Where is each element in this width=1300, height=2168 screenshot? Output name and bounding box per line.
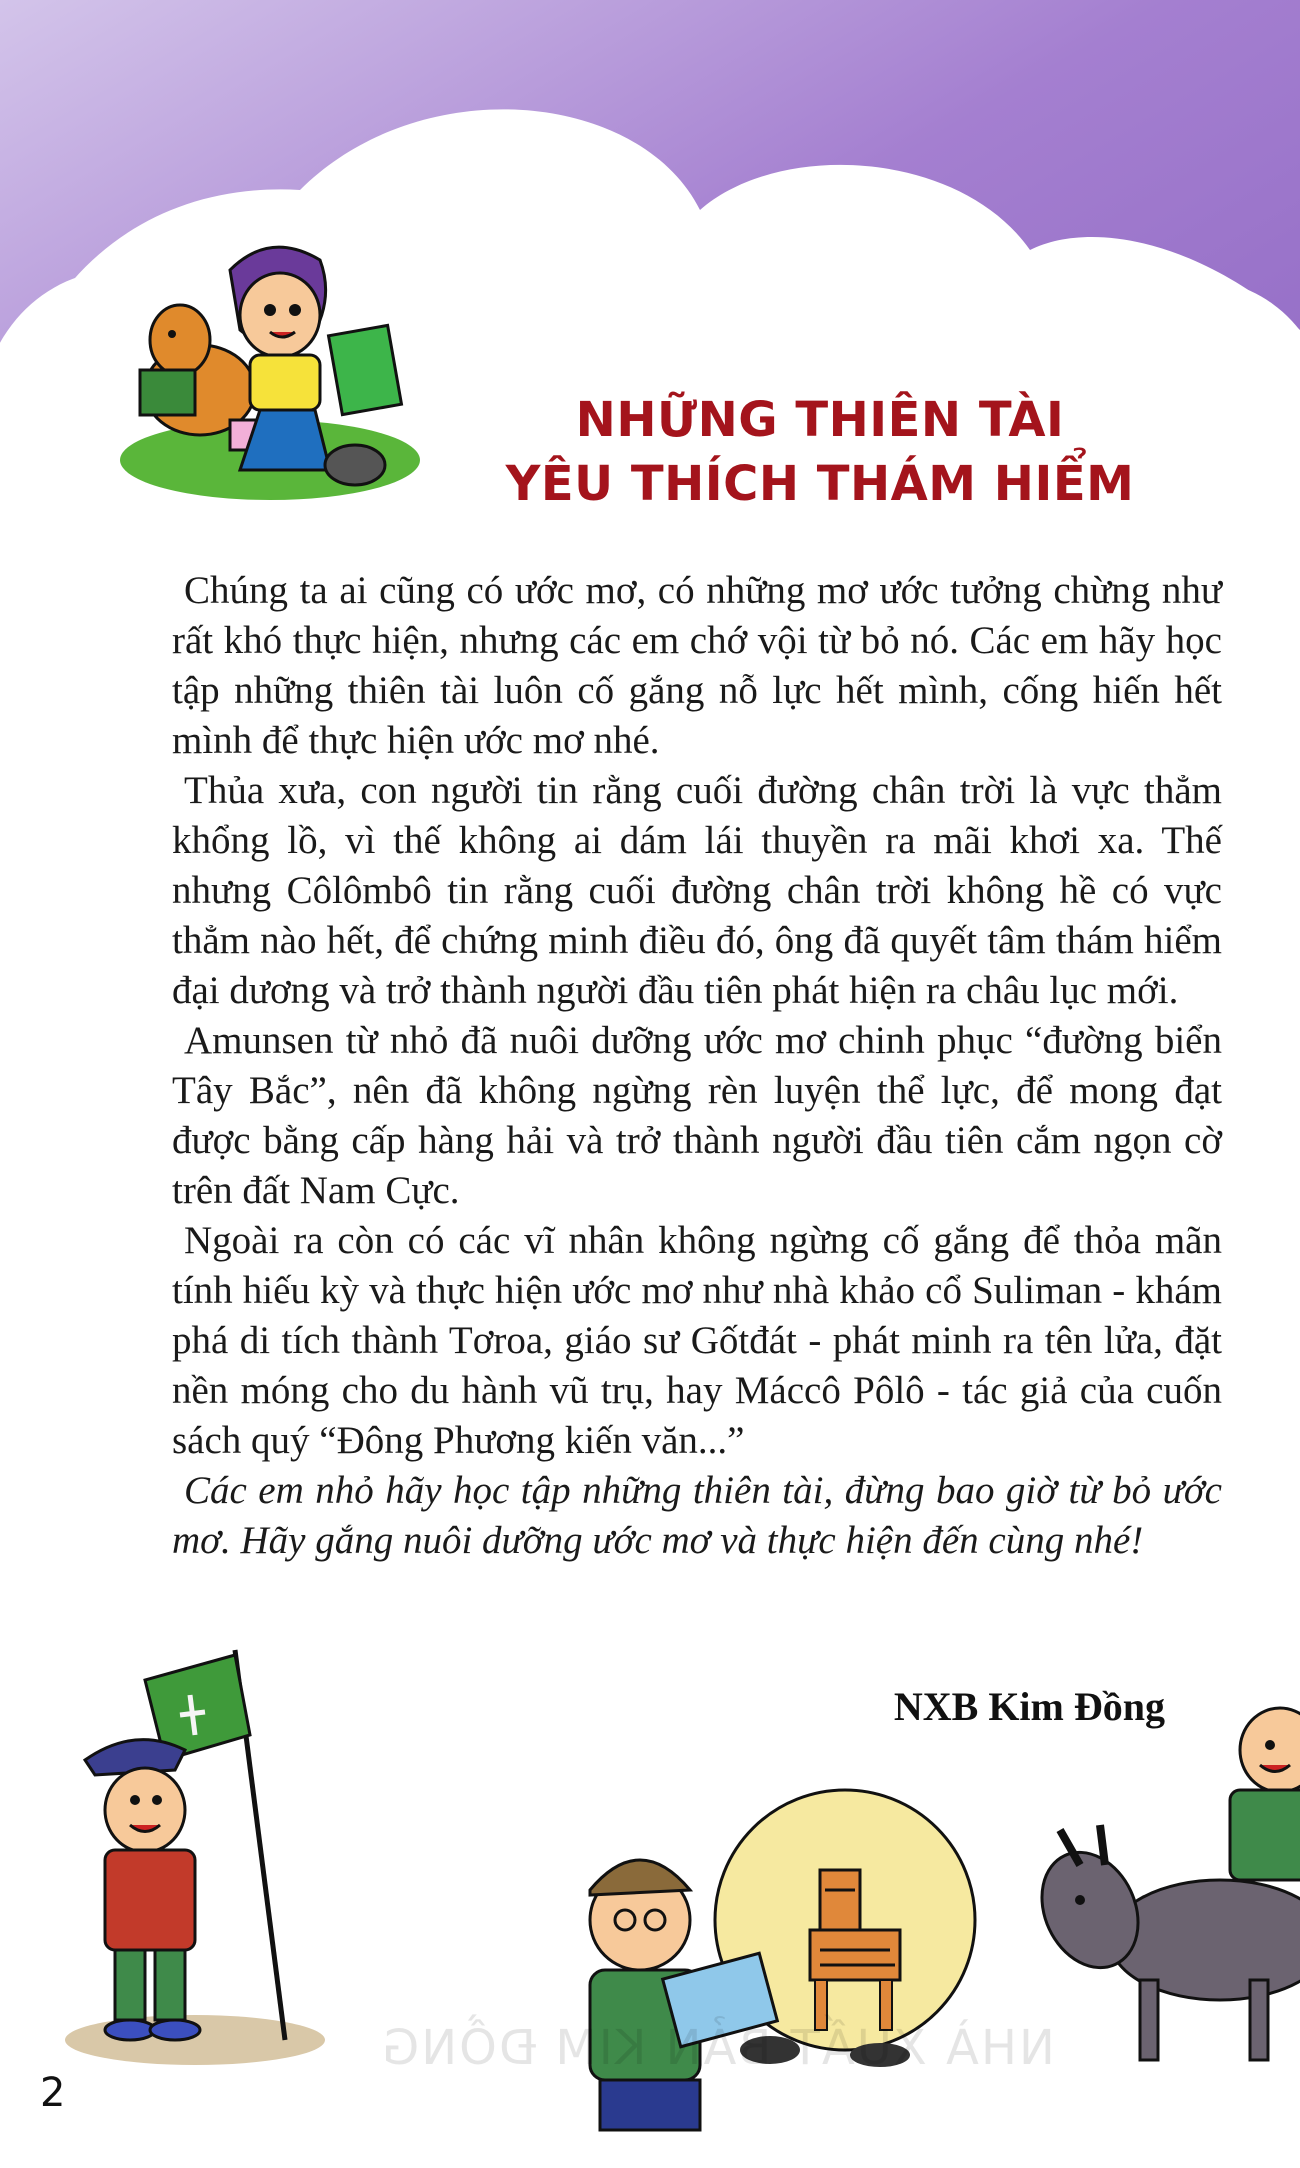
watermark: NHÀ XUẤT BẢN KIM ĐỒNG xyxy=(380,2020,1055,2076)
page-title-line1: NHỮNG THIÊN TÀI xyxy=(575,392,1065,448)
donkey-rider-illustration xyxy=(1020,1680,1300,2100)
girl-icon xyxy=(230,247,401,485)
body-text xyxy=(172,566,1222,1566)
page-number: 2 xyxy=(40,2070,66,2116)
paragraph-2: Thủa xưa, con người tin rằng cuối đường chân trời là vực thẳm khổng lồ, vì thế không ai dám lái thuyền ra mãi khơi xa. Thế nhưng Côlômbô tin rằng cuối đường chân trời không hề có vực thẳm nào hết, để chứng minh điều đó, ông đã quyết tâm thám hiểm đại dương và trở thành người đầu tiên phát hiện ra châu lục mới. xyxy=(172,769,1222,1012)
boy-drawing-zebra-illustration xyxy=(530,1780,990,2168)
reading-girl-illustration xyxy=(120,230,450,510)
paragraph-3: Amunsen từ nhỏ đã nuôi dưỡng ước mơ chinh phục “đường biển Tây Bắc”, nên đã không ngừng rèn luyện thể lực, để mong đạt được bằng cấp hàng hải và trở thành người đầu tiên cắm ngọn cờ trên đất Nam Cực. xyxy=(172,1019,1222,1212)
paragraph-4: Ngoài ra còn có các vĩ nhân không ngừng cố gắng để thỏa mãn tính hiếu kỳ và thực hiện ước mơ như nhà khảo cổ Suliman - khám phá di tích thành Tơroa, giáo sư Gốtđát - phát minh ra tên lửa, đặt nền móng cho du hành vũ trụ, hay Máccô Pôlô - tác giả của cuốn sách quý “Đông Phương kiến văn...” xyxy=(172,1219,1222,1462)
paragraph-1: Chúng ta ai cũng có ước mơ, có những mơ ước tưởng chừng như rất khó thực hiện, nhưng các em chớ vội từ bỏ nó. Các em hãy học tập những thiên tài luôn cố gắng nỗ lực hết mình, cống hiến hết mình để thực hiện ước mơ nhé. xyxy=(172,569,1222,762)
signature: NXB Kim Đồng xyxy=(893,1684,1165,1729)
page-title-line2: YÊU THÍCH THÁM HIỂM xyxy=(505,456,1135,512)
explorer-with-flag-illustration xyxy=(55,1640,335,2070)
closing-paragraph: Các em nhỏ hãy học tập những thiên tài, đừng bao giờ từ bỏ ước mơ. Hãy gắng nuôi dưỡng ước mơ và thực hiện đến cùng nhé! xyxy=(172,1469,1222,1562)
